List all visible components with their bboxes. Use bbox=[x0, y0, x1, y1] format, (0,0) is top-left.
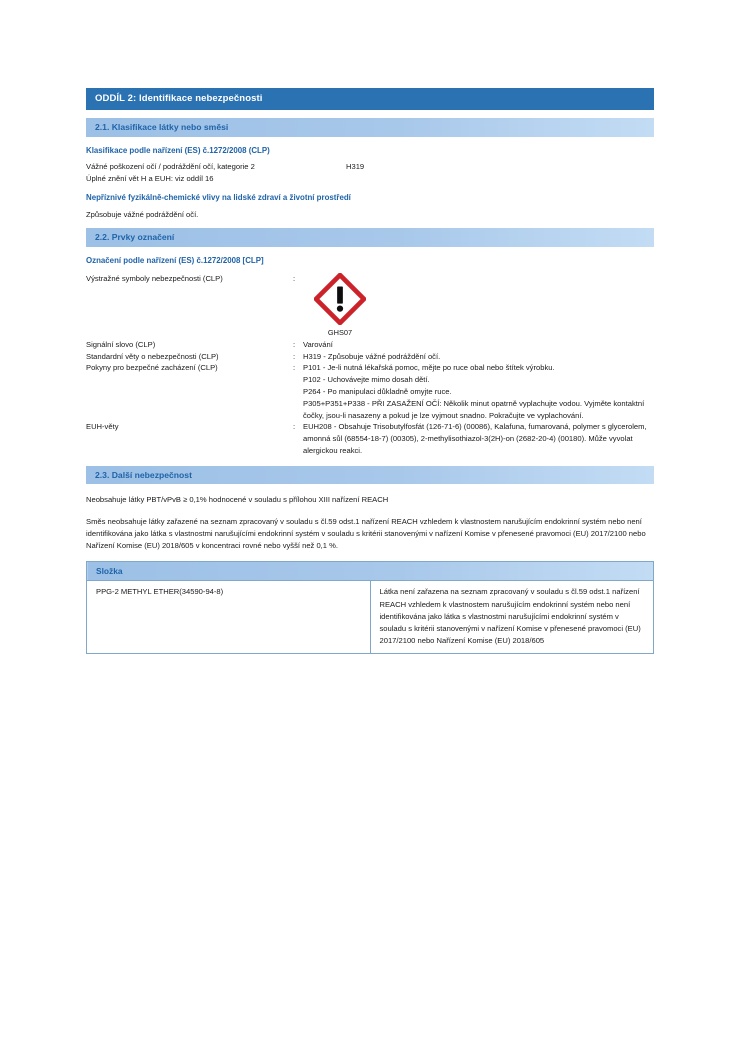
hazard-statements-row bbox=[86, 351, 654, 363]
pictogram-block bbox=[311, 273, 369, 338]
pictogram-value bbox=[303, 273, 654, 338]
hazard-statements-value: H319 - Způsobuje vážné podráždění očí. bbox=[303, 351, 441, 361]
euh-statements-value: EUH208 - Obsahuje Trisobutylfosfát (126-71-6) (00086), Kalafuna, fumarovaná, polymer s glycerolem, amonná sůl (68554-18-7) (00305), 2-methylisothiazol-3(2H)-on (2682-20-4) (00180). Může vyvolat alergickou reakci. bbox=[303, 422, 647, 455]
subsection-header-2-3: 2.3. Další nebezpečnost bbox=[86, 466, 654, 485]
pbt-vpvb-text: Neobsahuje látky PBT/vPvB ≥ 0,1% hodnocené v souladu s přílohou XIII nařízení REACH bbox=[86, 495, 389, 505]
table-body bbox=[87, 581, 654, 654]
hazard-statements-label: Standardní věty o nebezpečnosti (CLP) bbox=[86, 351, 219, 361]
table-cell-component-name: PPG-2 METHYL ETHER(34590-94-8) bbox=[87, 581, 371, 654]
table-row bbox=[87, 581, 654, 654]
colon-separator: : bbox=[293, 351, 296, 361]
sds-section-2 bbox=[86, 88, 654, 654]
exclamation-mark-hazard-icon bbox=[314, 273, 366, 325]
table-header-row bbox=[87, 562, 654, 581]
pictogram-label: Výstražné symboly nebezpečnosti (CLP) bbox=[86, 274, 223, 284]
precautionary-statement-item: P102 - Uchovávejte mimo dosah dětí. bbox=[303, 375, 430, 385]
table-header-component: Složka bbox=[87, 562, 654, 581]
endocrine-disruptor-text: Směs neobsahuje látky zařazené na seznam zpracovaný v souladu s čl.59 odst.1 nařízení REACH vzhledem k vlastnostem narušujícím endokrinní systém nebo není identifikována jako látka s vlastnostmi narušujícími endokrinní systém v souladu s kritérii stanovenými v nařízení Komise v přenesené pravomoci (EU) 2017/2100 nebo Nařízení Komise (EU) 2018/605 v koncentraci rovné nebo vyšší než 0,1 %. bbox=[86, 516, 646, 551]
colon-separator: : bbox=[293, 422, 296, 432]
subsection-header-2-1: 2.1. Klasifikace látky nebo směsi bbox=[86, 118, 654, 137]
adverse-effects-text: Způsobuje vážné podráždění očí. bbox=[86, 209, 199, 219]
precautionary-statements-label: Pokyny pro bezpečné zacházení (CLP) bbox=[86, 363, 218, 373]
precautionary-statements-row bbox=[86, 362, 654, 421]
signal-word-value: Varování bbox=[303, 339, 333, 349]
pictogram-code: GHS07 bbox=[327, 328, 353, 338]
table-cell-component-description: Látka není zařazena na seznam zpracovaný v souladu s čl.59 odst.1 nařízení REACH vzhledem k vlastnostem narušujícím endokrinní systém nebo není identifikována jako látka s vlastnostmi narušujícími endokrinní systém v souladu s kritérii stanovenými v nařízení Komise v přenesené pravomoci (EU) 2017/2100 nebo Nařízení Komise (EU) 2018/605 bbox=[370, 581, 654, 654]
precautionary-statements-list bbox=[303, 362, 654, 421]
labelling-heading: Označení podle nařízení (ES) č.1272/2008 [CLP] bbox=[86, 256, 264, 266]
colon-separator: : bbox=[293, 274, 296, 284]
precautionary-statement-item: P305+P351+P338 - PŘI ZASAŽENÍ OČÍ: Několik minut opatrně vyplachujte vodou. Vyjměte kontaktní čočky, jsou-li nasazeny a pokud je lze vyjmout snadno. Pokračujte ve vyplachování. bbox=[303, 398, 645, 420]
euh-statements-label: EUH-věty bbox=[86, 422, 119, 432]
full-text-note: Úplné znění vět H a EUH: viz oddíl 16 bbox=[86, 173, 214, 183]
classification-row bbox=[86, 161, 654, 173]
section-header: ODDÍL 2: Identifikace nebezpečnosti bbox=[86, 88, 654, 110]
adverse-effects-heading: Nepříznivé fyzikálně-chemické vlivy na lidské zdraví a životní prostředí bbox=[86, 193, 351, 203]
classification-hazard-code: H319 bbox=[346, 161, 365, 171]
signal-word-row bbox=[86, 339, 654, 351]
subsection-header-2-2: 2.2. Prvky označení bbox=[86, 228, 654, 247]
precautionary-statement-item: P101 - Je-li nutná lékařská pomoc, mějte po ruce obal nebo štítek výrobku. bbox=[303, 363, 555, 373]
clp-classification-heading: Klasifikace podle nařízení (ES) č.1272/2008 (CLP) bbox=[86, 145, 270, 155]
pictogram-row bbox=[86, 273, 654, 338]
composition-table bbox=[86, 561, 654, 654]
colon-separator: : bbox=[293, 363, 296, 373]
classification-label: Vážné poškození očí / podráždění očí, kategorie 2 bbox=[86, 161, 255, 171]
signal-word-label: Signální slovo (CLP) bbox=[86, 339, 156, 349]
precautionary-statement-item: P264 - Po manipulaci důkladně omyjte ruce. bbox=[303, 386, 452, 396]
colon-separator: : bbox=[293, 339, 296, 349]
euh-statements-row bbox=[86, 421, 654, 456]
